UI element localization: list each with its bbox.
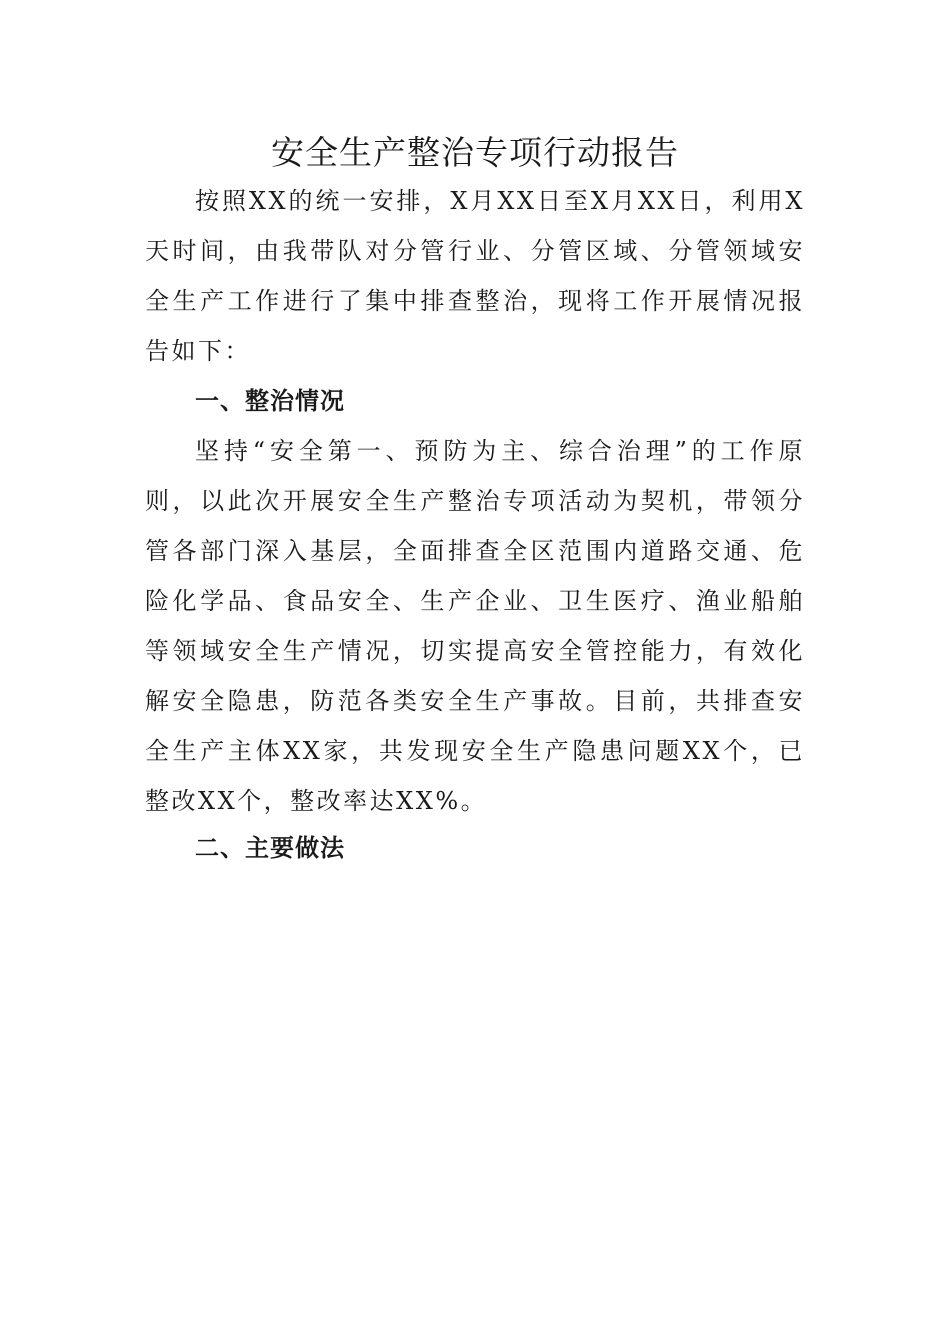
document-title: 安全生产整治专项行动报告 bbox=[271, 133, 679, 172]
section-heading-1: 一、整治情况 bbox=[195, 387, 345, 415]
section-1-paragraph: 坚持“安全第一、预防为主、综合治理”的工作原则，以此次开展安全生产整治专项活动为契机，带领分管各部门深入基层，全面排查全区范围内道路交通、危险化学品、食品安全、生产企业、卫生医疗、渔业船舶等领域安全生产情况，切实提高安全管控能力，有效化解安全隐患，防范各类安全生产事故。目前，共排查安全生产主体XX家，共发现安全生产隐患问题XX个，已整改XX个，整改率达XX%。 bbox=[145, 437, 805, 815]
section-heading-2: 二、主要做法 bbox=[195, 834, 345, 862]
intro-paragraph: 按照XX的统一安排，X月XX日至X月XX日，利用X天时间，由我带队对分管行业、分管区域、分管领域安全生产工作进行了集中排查整治，现将工作开展情况报告如下： bbox=[145, 187, 805, 365]
